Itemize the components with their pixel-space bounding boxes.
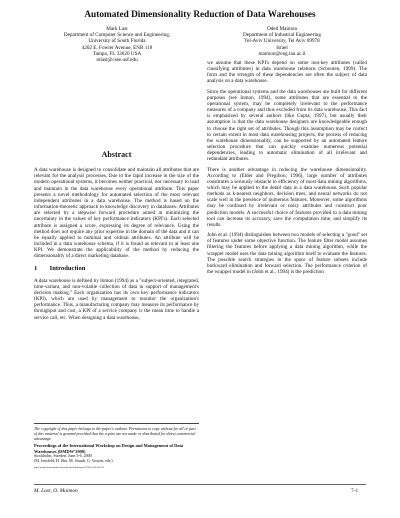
author-address: 4202 E. Fowler Avenue, ENB 118 bbox=[81, 44, 153, 51]
abstract-text: A data warehouse is designed to consolidate and maintain all attributes that are relevant for the analysis processes. Due to the rapid increase in the size of the modern operational systems, it becomes neither practical, nor necessary to load and maintain in the data warehouse every operational attribute. This paper presents a novel methodology for automated selection of the most relevant independent attributes in a data warehouse. The method is based on the information-theoretic approach to knowledge discovery in databases. Attributes are selected by a stepwise forward procedure aimed at minimizing the uncertainty in the values of key performance indicators (KPI's). Each selected attribute is assigned a score, expressing its degree of relevance. Using the method does not require any prior expertise in the domain of the data and it can be equally applied to nominal and ordinal attributes. An attribute will be included in a data warehouse schema, if it is found as relevant to at least one KPI. We demonstrate the applicability of the method by reducing the dimensionality of a direct marketing database. bbox=[34, 167, 199, 260]
author-email: mlast@csee.usf.edu bbox=[96, 57, 138, 64]
section-heading-introduction bbox=[34, 266, 199, 272]
proceedings-url: http://sunsite.informatik.rwth-aachen.de/Publications/CEUR-WS/Vol-28/ bbox=[34, 466, 105, 470]
author-affiliation: Department of Industrial Engineering bbox=[243, 32, 321, 39]
author-email: maimon@eng.tau.ac.il bbox=[258, 50, 306, 57]
right-paragraph: John et al. (1994) distinguishes between two models of selecting a "good" set of features under some objective function. The feature filter model assumes filtering the features before applying a data mining algorithm, while the wrapper model uses the data mining algorithm itself to evaluate the features. The possible search strategies in the space of feature subsets include backward elimination and forward selection. The performance criterion of the wrapper model in (John et al., 1994) is the prediction bbox=[207, 232, 367, 275]
author-block-left bbox=[42, 26, 192, 63]
author-name: Mark Last bbox=[106, 26, 128, 32]
intro-paragraph: A data warehouse is defined by Inmon (1994) as a "subject-oriented, integrated, time-variant, and non-volatile collection of data in support of management's decision making." Each organization has its own key performance indicators (KPI), which are used by management to monitor the organization's performance. Thus, a manufacturing company may measure its performance by throughput and cost, a KPI of a service company is the mean time to handle a service call, etc. When designing a data warehouse, bbox=[34, 277, 199, 321]
copyright-notice: The copyright of this paper belongs to the paper's authors. Permission to copy without fee all or part of this material is granted provided that the copies are not made or distributed for direct commercial advantage. bbox=[34, 426, 196, 441]
right-paragraph: Since the operational systems and the data warehouses are built for different purposes (see Inmon, 1994), some attributes that are essential to the operational system, may be completely irrelevant to the performance measures of a company and thus excluded from its data warehouse. This fact is emphasized by several authors (like Gupta, 1997), but usually their assumption is that the data warehouse designers are knowledgeable enough to choose the right set of attributes. Though this assumption may be correct to certain extent in most data warehousing projects, the process of reducing the warehouse dimensionality, can be supported by an automated feature selection procedure that can quickly examine numerous potential dependencies, leading to automatic elimination of all irrelevant and redundant attributes. bbox=[207, 88, 367, 163]
author-name: Oded Maimon bbox=[266, 26, 298, 32]
first-page-footnote bbox=[34, 423, 199, 471]
author-affiliation: Department of Computer Science and Engineering, bbox=[63, 32, 171, 39]
proceedings-editors: (M. Jeusfeld, H. Shu, M. Staudt, G. Vossen, eds.) bbox=[34, 457, 113, 463]
footer-authors: M. Last, O. Maimon bbox=[34, 488, 78, 494]
right-paragraph: There is another advantage in reducing the warehouse dimensionality. According to (Elder and Pregibon, 1996), large number of attributes constitutes a seriously obstacle to efficiency of most data mining algorithms, which may be applied to the detail data in a data warehouse. Such popular methods as k-nearest neighbors, decision trees, and neural networks do not scale well in the presence of numerous features. Moreover, some algorithms may be confused by irrelevant or noisy attributes and construct poor prediction models. A successful choice of features provided to a data mining tool can increase its accuracy, save the computation time, and simplify its results. bbox=[207, 166, 367, 228]
footer-page-number: 7-1 bbox=[351, 488, 359, 494]
body-right-column bbox=[207, 60, 367, 279]
author-university: Tel-Aviv University, Tel Aviv 69978 bbox=[244, 38, 320, 45]
abstract-heading: Abstract bbox=[101, 150, 132, 159]
left-column bbox=[34, 152, 199, 325]
author-country: Israel bbox=[276, 44, 288, 51]
author-block-right bbox=[207, 26, 357, 57]
author-university: University of South Florida bbox=[88, 38, 146, 45]
right-paragraph: we assume that these KPI's depend on some non-key attributes (called classifying attributes) in data warehouse relations (Schouten, 1999). The form and the strength of these dependencies are often the subject of data analysis on a data warehouse. bbox=[207, 60, 367, 85]
section-title: Introduction bbox=[49, 264, 86, 272]
proceedings-title: Proceedings of the International Workshop on Design and Management of Data Warehouses (DMDW'2000) bbox=[34, 443, 184, 454]
proceedings-place: Stockholm, Sweden, June 5-6, 2000 bbox=[34, 452, 92, 458]
section-number: 1 bbox=[34, 264, 38, 272]
author-city: Tampa, FL 33620 USA bbox=[92, 50, 142, 57]
paper-title: Automated Dimensionality Reduction of Data Warehouses bbox=[84, 10, 316, 20]
footer-divider bbox=[34, 484, 366, 485]
